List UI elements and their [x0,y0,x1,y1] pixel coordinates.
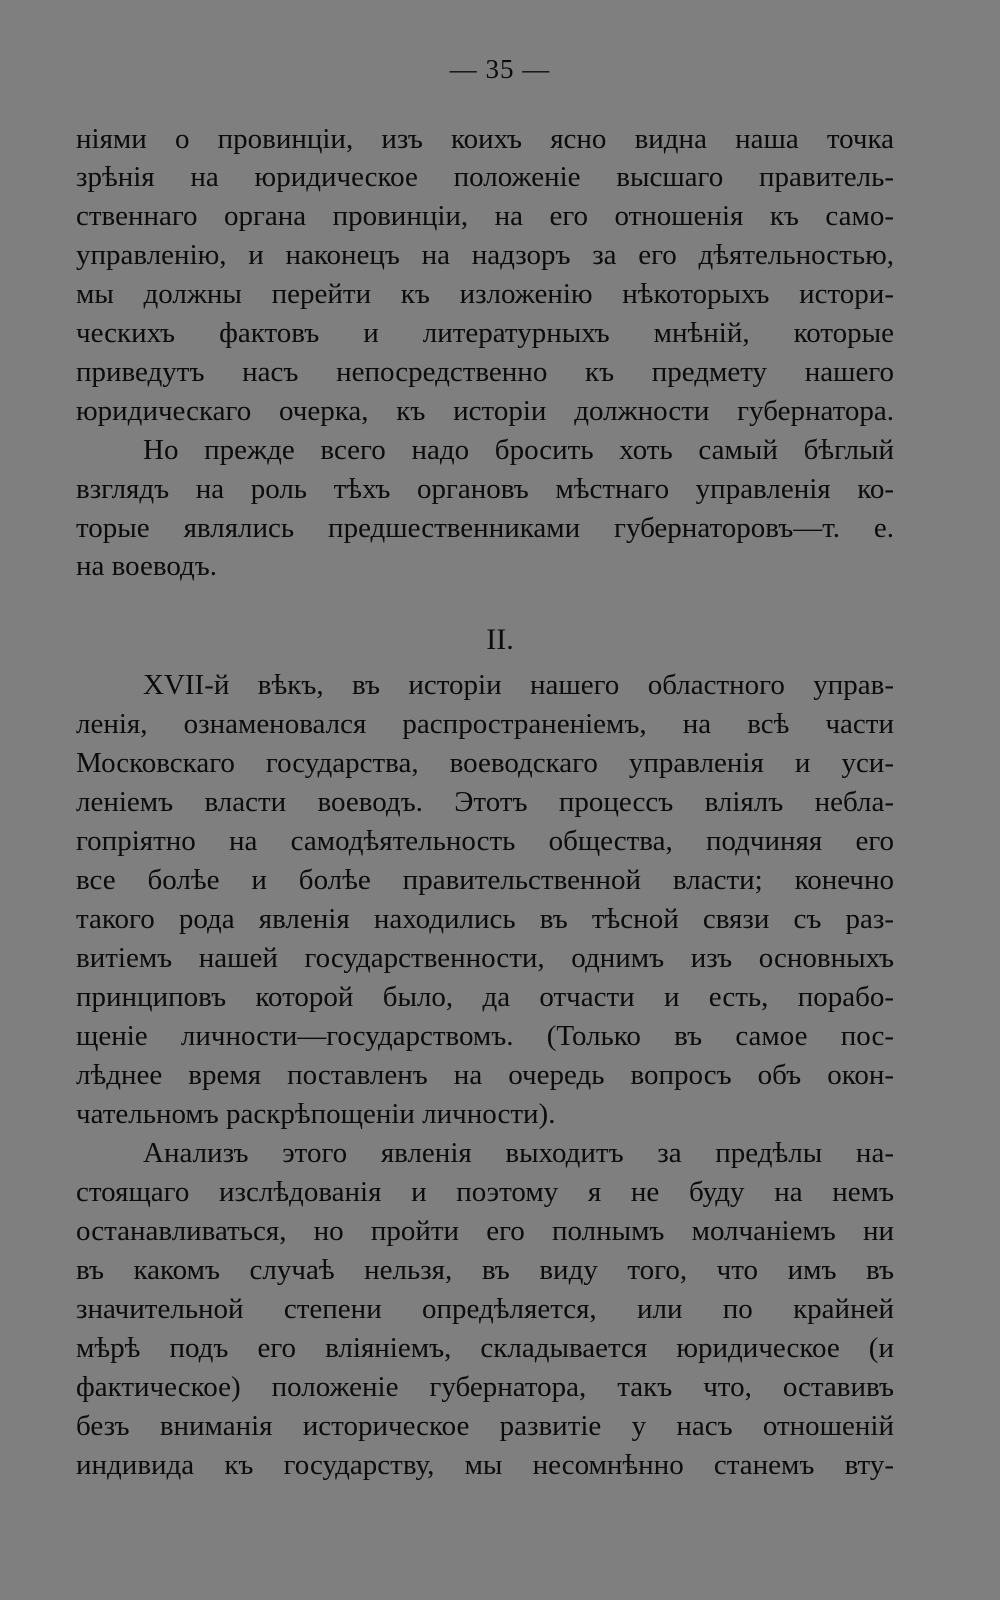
text-line: Московскаго государства, воеводскаго управленія и уси- [76,747,894,779]
text-line: Анализъ этого явленія выходитъ за предѣлы на- [143,1137,894,1169]
text-line: индивида къ государству, мы несомнѣнно станемъ вту- [76,1449,894,1481]
text-line: управленію, и наконецъ на надзоръ за его дѣятельностью, [76,239,894,271]
text-line: юридическаго очерка, къ исторіи должности губернатора. [76,395,894,427]
text-line: XVII-й вѣкъ, въ исторіи нашего областного управ- [143,669,894,701]
text-line: лѣднее время поставленъ на очередь вопросъ объ окон- [76,1059,894,1091]
text-line: мы должны перейти къ изложенію нѣкоторыхъ истори- [76,278,894,310]
text-line: такого рода явленія находились въ тѣсной связи съ раз- [76,903,894,935]
text-line: стоящаго изслѣдованія и поэтому я не буду на немъ [76,1176,894,1208]
text-line: взглядъ на роль тѣхъ органовъ мѣстнаго управленія ко- [76,473,894,505]
text-line: принциповъ которой было, да отчасти и есть, порабо- [76,981,894,1013]
text-line: витіемъ нашей государственности, однимъ изъ основныхъ [76,942,894,974]
section-heading: II. [486,623,514,656]
page-number: — 35 — [449,54,551,84]
text-line: чательномъ раскрѣпощеніи личности). [76,1098,556,1130]
text-line: все болѣе и болѣе правительственной власти; конечно [76,864,894,896]
text-line: значительной степени опредѣляется, или по крайней [76,1293,894,1325]
text-line: леніемъ власти воеводъ. Этотъ процессъ вліялъ небла- [76,786,894,818]
text-line: въ какомъ случаѣ нельзя, въ виду того, что имъ въ [76,1254,894,1286]
text-line: щеніе личности—государствомъ. (Только въ самое пос- [76,1020,894,1052]
text-line: фактическое) положеніе губернатора, такъ что, оставивъ [76,1371,894,1403]
text-line: зрѣнія на юридическое положеніе высшаго правитель- [76,161,894,193]
text-line: Но прежде всего надо бросить хоть самый бѣглый [143,434,894,466]
text-line: ственнаго органа провинціи, на его отношенія къ само- [76,200,894,232]
text-line: на воеводъ. [76,550,218,582]
text-line: ніями о провинціи, изъ коихъ ясно видна наша точка [76,123,894,155]
text-line: торые являлись предшественниками губернаторовъ—т. е. [76,512,894,544]
text-line: безъ вниманія историческое развитіе у насъ отношеній [76,1410,894,1442]
text-line: приведутъ насъ непосредственно къ предмету нашего [76,356,894,388]
text-line: ческихъ фактовъ и литературныхъ мнѣній, которые [76,317,894,349]
text-line: ленія, ознаменовался распространеніемъ, на всѣ части [76,708,894,740]
text-line: останавливаться, но пройти его полнымъ молчаніемъ ни [76,1215,894,1247]
text-line: гопріятно на самодѣятельность общества, подчиняя его [76,825,894,857]
text-line: мѣрѣ подъ его вліяніемъ, складывается юридическое (и [76,1332,894,1364]
